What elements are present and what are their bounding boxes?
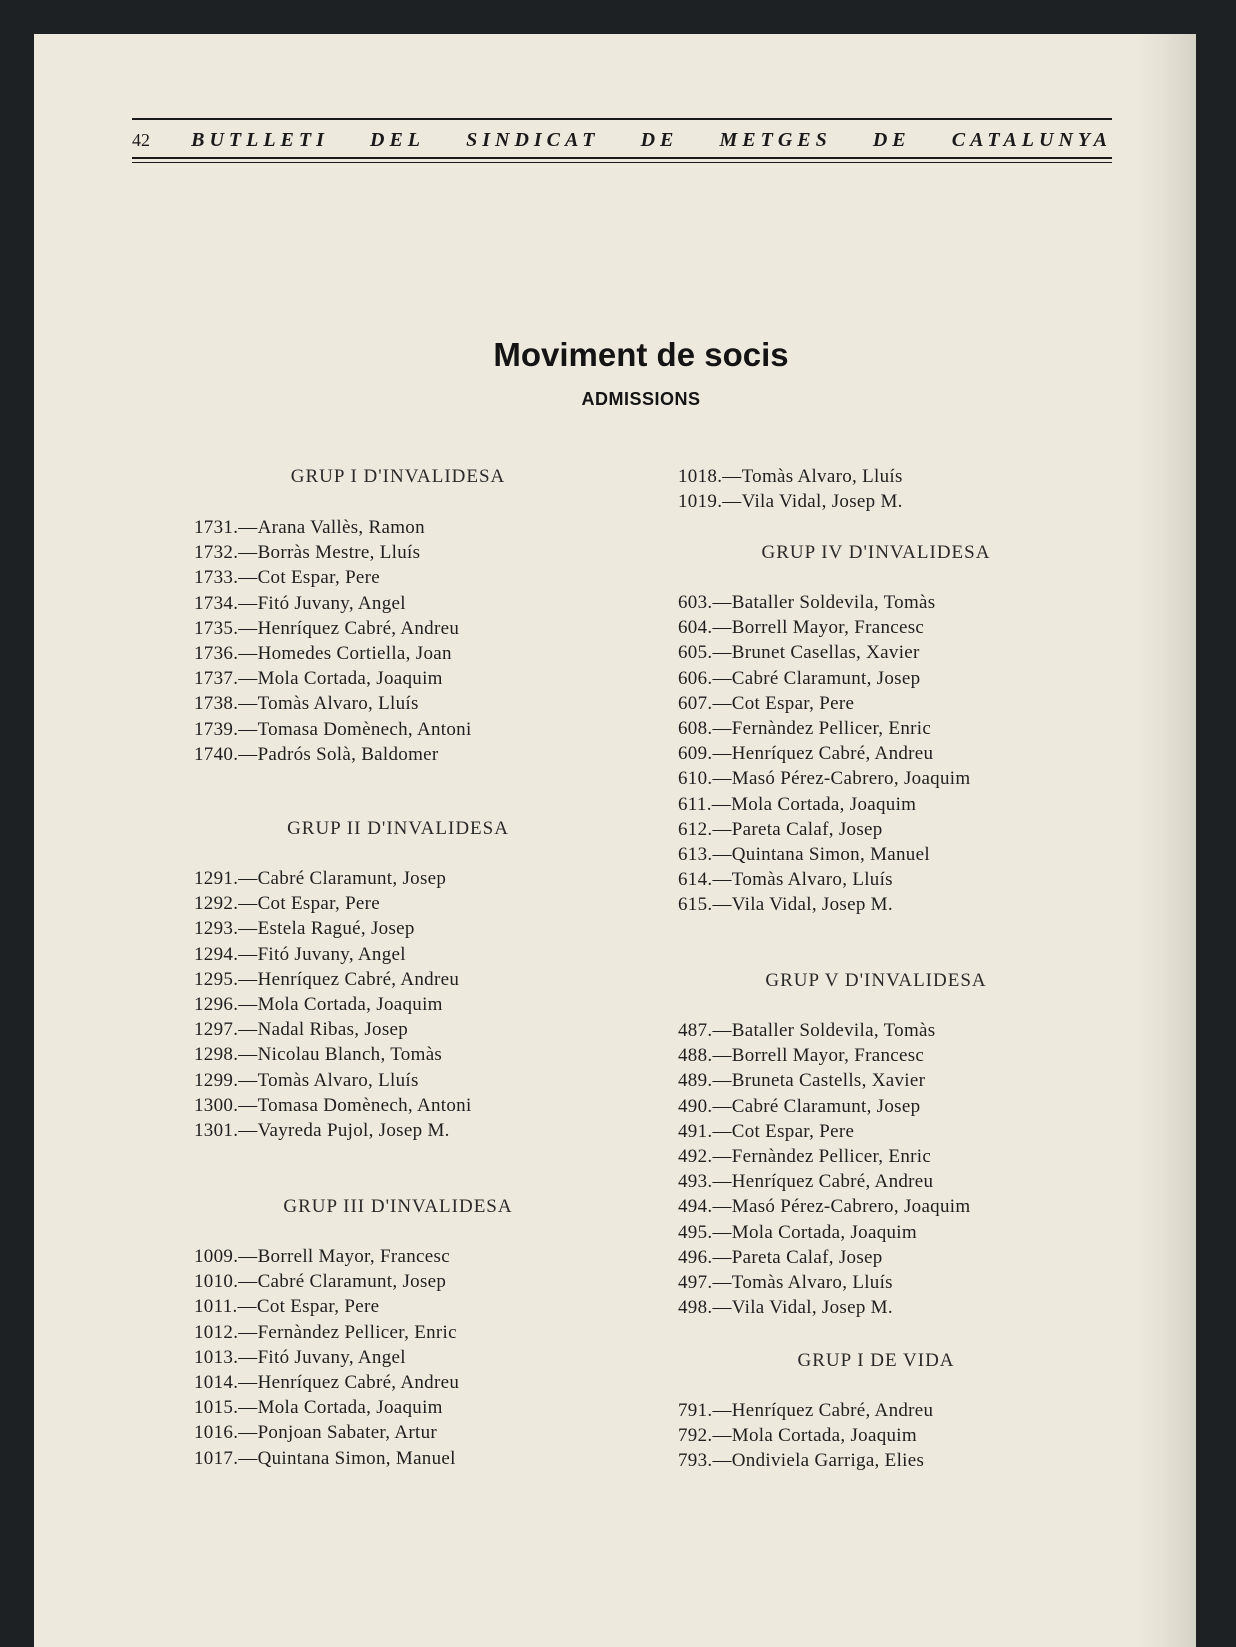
entry-separator: .— bbox=[233, 668, 258, 690]
member-name: Fitó Juvany, Angel bbox=[257, 592, 406, 614]
member-number: 1016 bbox=[194, 1422, 234, 1444]
member-entry bbox=[194, 1322, 457, 1344]
member-entry bbox=[678, 1070, 925, 1092]
running-title-word: DEL bbox=[370, 128, 425, 151]
member-number: 1296 bbox=[194, 994, 234, 1015]
member-name: Masó Pérez-Cabrero, Joaquim bbox=[731, 768, 971, 790]
entry-separator: .— bbox=[707, 894, 732, 916]
group-heading: GRUP I DE VIDA bbox=[797, 1350, 955, 1371]
running-title-word: DE bbox=[640, 128, 679, 151]
member-entry bbox=[678, 894, 893, 916]
entry-separator: .— bbox=[707, 1095, 732, 1117]
member-number: 612 bbox=[678, 818, 708, 840]
entry-separator: .— bbox=[233, 1019, 258, 1041]
member-name: Borrell Mayor, Francesc bbox=[257, 1246, 450, 1267]
member-number: 1739 bbox=[194, 718, 234, 740]
entry-separator: .— bbox=[233, 1447, 258, 1469]
member-name: Mola Cortada, Joaquim bbox=[257, 668, 443, 690]
member-name: Cabré Claramunt, Josep bbox=[731, 667, 921, 689]
member-entry bbox=[194, 1372, 459, 1394]
header-rule-bottom bbox=[132, 157, 1112, 159]
entry-separator: .— bbox=[233, 718, 258, 740]
member-entry bbox=[194, 567, 380, 589]
member-name: Bataller Soldevila, Tomàs bbox=[731, 1020, 936, 1041]
member-number: 609 bbox=[678, 743, 708, 765]
member-entry bbox=[194, 719, 472, 741]
member-name: Mola Cortada, Joaquim bbox=[257, 1397, 443, 1419]
member-entry bbox=[678, 869, 893, 891]
entry-separator: .— bbox=[233, 1094, 258, 1116]
member-number: 1017 bbox=[194, 1447, 234, 1469]
running-title-word: DE bbox=[872, 128, 911, 151]
member-number: 606 bbox=[678, 667, 708, 689]
member-name: Fernàndez Pellicer, Enric bbox=[731, 1146, 932, 1167]
member-name: Henríquez Cabré, Andreu bbox=[257, 617, 460, 639]
member-entry bbox=[194, 1095, 472, 1117]
member-name: Tomàs Alvaro, Lluís bbox=[257, 693, 419, 715]
member-number: 604 bbox=[678, 617, 708, 639]
member-name: Tomàs Alvaro, Lluís bbox=[731, 869, 893, 891]
member-number: 1300 bbox=[194, 1094, 234, 1116]
member-number: 1292 bbox=[194, 893, 234, 915]
group-heading: GRUP II D'INVALIDESA bbox=[287, 818, 509, 839]
member-entry bbox=[678, 743, 933, 765]
member-name: Bruneta Castells, Xavier bbox=[731, 1070, 926, 1092]
member-entry bbox=[194, 668, 443, 690]
entry-separator: .— bbox=[233, 968, 258, 990]
member-name: Borrell Mayor, Francesc bbox=[731, 617, 925, 639]
member-name: Fernàndez Pellicer, Enric bbox=[731, 718, 932, 739]
member-number: 489 bbox=[678, 1070, 708, 1092]
member-name: Henríquez Cabré, Andreu bbox=[731, 1171, 934, 1193]
entry-separator: .— bbox=[233, 1321, 258, 1343]
member-number: 1733 bbox=[194, 567, 234, 589]
member-number: 1299 bbox=[194, 1069, 234, 1091]
member-entry bbox=[194, 542, 420, 564]
member-name: Tomasa Domènech, Antoni bbox=[257, 1094, 472, 1116]
entry-separator: .— bbox=[707, 1272, 732, 1293]
member-entry bbox=[194, 994, 443, 1016]
member-number: 1737 bbox=[194, 668, 234, 690]
entry-separator: .— bbox=[707, 1450, 732, 1472]
member-number: 491 bbox=[678, 1120, 708, 1142]
member-number: 490 bbox=[678, 1095, 708, 1117]
member-number: 1301 bbox=[194, 1120, 234, 1141]
member-entry bbox=[194, 893, 380, 915]
member-entry bbox=[678, 642, 920, 664]
group-heading: GRUP IV D'INVALIDESA bbox=[761, 542, 991, 563]
member-name: Tomàs Alvaro, Lluís bbox=[731, 1272, 893, 1293]
entry-separator: .— bbox=[707, 768, 732, 790]
member-entry bbox=[678, 1121, 854, 1143]
member-number: 1015 bbox=[194, 1397, 234, 1419]
member-name: Henríquez Cabré, Andreu bbox=[731, 743, 934, 765]
member-name: Homedes Cortiella, Joan bbox=[257, 643, 452, 664]
member-entry bbox=[678, 1450, 924, 1472]
member-number: 487 bbox=[678, 1020, 708, 1041]
member-name: Mola Cortada, Joaquim bbox=[731, 793, 917, 815]
member-number: 610 bbox=[678, 768, 708, 790]
entry-separator: .— bbox=[707, 1297, 732, 1319]
member-name: Ondiviela Garriga, Elies bbox=[731, 1450, 925, 1472]
member-entry bbox=[678, 491, 903, 513]
group-heading: GRUP I D'INVALIDESA bbox=[290, 466, 506, 487]
member-entry bbox=[678, 617, 924, 639]
entry-separator: .— bbox=[707, 1045, 732, 1067]
member-entry bbox=[194, 868, 446, 890]
entry-separator: .— bbox=[233, 1346, 258, 1368]
member-number: 1011 bbox=[194, 1296, 233, 1318]
member-number: 488 bbox=[678, 1045, 708, 1067]
member-number: 793 bbox=[678, 1450, 708, 1472]
member-entry bbox=[678, 1045, 924, 1067]
member-name: Henríquez Cabré, Andreu bbox=[257, 968, 460, 990]
member-name: Fitó Juvany, Angel bbox=[257, 1346, 406, 1368]
member-number: 497 bbox=[678, 1272, 708, 1293]
member-name: Nadal Ribas, Josep bbox=[257, 1019, 409, 1041]
member-entry bbox=[194, 969, 459, 991]
member-entry bbox=[194, 1019, 408, 1041]
entry-separator: .— bbox=[707, 818, 732, 840]
entry-separator: .— bbox=[233, 567, 258, 589]
member-entry bbox=[678, 819, 883, 841]
running-title-word: CATALUNYA bbox=[951, 128, 1112, 151]
member-number: 1295 bbox=[194, 968, 234, 990]
running-title-word: SINDICAT bbox=[466, 128, 600, 151]
entry-separator: .— bbox=[233, 868, 258, 889]
member-name: Henríquez Cabré, Andreu bbox=[731, 1400, 934, 1421]
member-entry bbox=[194, 593, 406, 615]
member-name: Bataller Soldevila, Tomàs bbox=[731, 592, 936, 613]
member-name: Cabré Claramunt, Josep bbox=[731, 1095, 921, 1117]
entry-separator: .— bbox=[233, 743, 258, 765]
group-heading: GRUP III D'INVALIDESA bbox=[283, 1196, 513, 1217]
member-entry bbox=[194, 1246, 450, 1268]
member-name: Cot Espar, Pere bbox=[257, 567, 381, 589]
member-entry bbox=[678, 1425, 917, 1447]
entry-separator: .— bbox=[707, 1221, 732, 1243]
entry-separator: .— bbox=[706, 793, 732, 815]
member-entry bbox=[194, 918, 415, 940]
member-number: 603 bbox=[678, 592, 708, 613]
member-name: Vayreda Pujol, Josep M. bbox=[257, 1120, 450, 1141]
member-name: Cot Espar, Pere bbox=[257, 893, 381, 915]
running-header bbox=[132, 126, 1112, 154]
header-rule-top bbox=[132, 118, 1112, 120]
member-entry bbox=[678, 1400, 933, 1422]
member-entry bbox=[678, 1171, 933, 1193]
page-number: 42 bbox=[132, 129, 150, 150]
member-name: Fitó Juvany, Angel bbox=[257, 943, 406, 965]
member-number: 1734 bbox=[194, 592, 234, 614]
member-number: 1018 bbox=[678, 466, 718, 487]
member-name: Tomàs Alvaro, Lluís bbox=[741, 466, 903, 487]
member-entry bbox=[678, 1247, 883, 1269]
member-number: 1735 bbox=[194, 617, 234, 639]
member-name: Mola Cortada, Joaquim bbox=[257, 994, 443, 1015]
member-name: Cot Espar, Pere bbox=[256, 1296, 380, 1318]
entry-separator: .— bbox=[717, 466, 742, 487]
entry-separator: .— bbox=[707, 1425, 732, 1447]
member-number: 1732 bbox=[194, 542, 234, 564]
entry-separator: .— bbox=[707, 1146, 732, 1167]
member-name: Arana Vallès, Ramon bbox=[257, 517, 425, 538]
member-name: Vila Vidal, Josep M. bbox=[731, 894, 893, 916]
member-number: 496 bbox=[678, 1246, 708, 1268]
member-number: 1010 bbox=[194, 1271, 234, 1293]
member-entry bbox=[194, 1070, 419, 1092]
member-name: Fernàndez Pellicer, Enric bbox=[257, 1321, 457, 1343]
member-entry bbox=[678, 1272, 893, 1294]
member-number: 791 bbox=[678, 1400, 708, 1421]
member-name: Quintana Simon, Manuel bbox=[257, 1447, 456, 1469]
entry-separator: .— bbox=[707, 617, 732, 639]
member-entry bbox=[194, 1044, 442, 1066]
member-entry bbox=[194, 1120, 450, 1142]
member-name: Borràs Mestre, Lluís bbox=[257, 542, 421, 564]
entry-separator: .— bbox=[233, 1120, 258, 1141]
member-name: Nicolau Blanch, Tomàs bbox=[257, 1044, 443, 1066]
entry-separator: .— bbox=[232, 1296, 257, 1318]
entry-separator: .— bbox=[707, 1400, 732, 1421]
member-entry bbox=[194, 1347, 406, 1369]
member-entry bbox=[678, 718, 931, 740]
member-number: 611 bbox=[678, 793, 707, 815]
entry-separator: .— bbox=[707, 869, 732, 891]
member-entry bbox=[678, 794, 916, 816]
member-number: 1740 bbox=[194, 743, 234, 765]
member-name: Borrell Mayor, Francesc bbox=[731, 1045, 925, 1067]
entry-separator: .— bbox=[233, 1044, 258, 1066]
member-entry bbox=[194, 618, 459, 640]
member-entry bbox=[194, 517, 425, 539]
member-entry bbox=[678, 693, 854, 715]
entry-separator: .— bbox=[233, 893, 258, 915]
member-entry bbox=[678, 668, 920, 690]
page-shadow bbox=[1136, 34, 1196, 1647]
entry-separator: .— bbox=[707, 1070, 732, 1092]
member-entry bbox=[194, 1422, 437, 1444]
member-name: Vila Vidal, Josep M. bbox=[731, 1297, 893, 1319]
member-number: 492 bbox=[678, 1146, 708, 1167]
member-name: Padrós Solà, Baldomer bbox=[257, 743, 439, 765]
entry-separator: .— bbox=[707, 1020, 732, 1041]
member-number: 1014 bbox=[194, 1372, 234, 1393]
member-entry bbox=[678, 1096, 920, 1118]
entry-separator: .— bbox=[233, 1397, 258, 1419]
entry-separator: .— bbox=[233, 517, 258, 538]
entry-separator: .— bbox=[233, 1069, 258, 1091]
entry-separator: .— bbox=[233, 617, 258, 639]
group-heading: GRUP V D'INVALIDESA bbox=[765, 970, 987, 991]
entry-separator: .— bbox=[233, 1422, 258, 1444]
member-number: 1731 bbox=[194, 517, 234, 538]
entry-separator: .— bbox=[707, 692, 732, 714]
member-entry bbox=[194, 744, 439, 766]
member-number: 1009 bbox=[194, 1246, 234, 1267]
entry-separator: .— bbox=[707, 743, 732, 765]
member-number: 1019 bbox=[678, 491, 718, 513]
member-number: 1291 bbox=[194, 868, 234, 889]
member-number: 608 bbox=[678, 718, 708, 739]
member-number: 1736 bbox=[194, 643, 234, 664]
entry-separator: .— bbox=[707, 718, 732, 739]
member-entry bbox=[678, 1196, 970, 1218]
page-title: Moviment de socis bbox=[493, 336, 789, 373]
member-entry bbox=[194, 1296, 379, 1318]
member-name: Masó Pérez-Cabrero, Joaquim bbox=[731, 1196, 971, 1218]
member-number: 1298 bbox=[194, 1044, 234, 1066]
member-number: 1012 bbox=[194, 1321, 234, 1343]
member-entry bbox=[194, 1448, 456, 1470]
member-entry bbox=[194, 643, 452, 665]
member-name: Cabré Claramunt, Josep bbox=[257, 868, 447, 889]
member-name: Tomàs Alvaro, Lluís bbox=[257, 1069, 419, 1091]
member-number: 605 bbox=[678, 642, 708, 664]
member-entry bbox=[678, 1020, 935, 1042]
member-entry bbox=[678, 1222, 917, 1244]
member-number: 498 bbox=[678, 1297, 708, 1319]
entry-separator: .— bbox=[707, 642, 732, 664]
member-entry bbox=[194, 693, 419, 715]
member-number: 495 bbox=[678, 1221, 708, 1243]
entry-separator: .— bbox=[233, 1372, 258, 1393]
member-name: Vila Vidal, Josep M. bbox=[741, 491, 903, 513]
running-title-word: METGES bbox=[719, 128, 832, 151]
entry-separator: .— bbox=[233, 1246, 258, 1267]
member-number: 1294 bbox=[194, 943, 234, 965]
header-rule-bottom-thin bbox=[132, 162, 1112, 163]
entry-separator: .— bbox=[707, 1196, 732, 1218]
entry-separator: .— bbox=[707, 592, 732, 613]
entry-separator: .— bbox=[717, 491, 742, 513]
member-name: Henríquez Cabré, Andreu bbox=[257, 1372, 460, 1393]
member-entry bbox=[194, 1397, 443, 1419]
member-number: 607 bbox=[678, 692, 708, 714]
entry-separator: .— bbox=[233, 643, 258, 664]
entry-separator: .— bbox=[707, 1120, 732, 1142]
entry-separator: .— bbox=[233, 592, 258, 614]
member-name: Mola Cortada, Joaquim bbox=[731, 1221, 917, 1243]
member-name: Ponjoan Sabater, Artur bbox=[257, 1422, 438, 1444]
running-title-word: BUTLLETI bbox=[191, 128, 329, 151]
member-number: 1013 bbox=[194, 1346, 234, 1368]
member-entry bbox=[678, 844, 930, 866]
member-name: Mola Cortada, Joaquim bbox=[731, 1425, 917, 1447]
member-name: Cot Espar, Pere bbox=[731, 1120, 855, 1142]
member-number: 615 bbox=[678, 894, 708, 916]
member-number: 1297 bbox=[194, 1019, 234, 1041]
member-entry bbox=[194, 1271, 446, 1293]
member-name: Cabré Claramunt, Josep bbox=[257, 1271, 447, 1293]
member-number: 493 bbox=[678, 1171, 708, 1193]
member-name: Pareta Calaf, Josep bbox=[731, 818, 883, 840]
member-number: 614 bbox=[678, 869, 708, 891]
entry-separator: .— bbox=[707, 667, 732, 689]
member-entry bbox=[194, 944, 406, 966]
member-entry bbox=[678, 592, 935, 614]
member-number: 1293 bbox=[194, 918, 234, 940]
entry-separator: .— bbox=[233, 542, 258, 564]
member-entry bbox=[678, 466, 903, 488]
member-name: Tomasa Domènech, Antoni bbox=[257, 718, 472, 740]
member-name: Quintana Simon, Manuel bbox=[731, 844, 930, 865]
member-number: 1738 bbox=[194, 693, 234, 715]
entry-separator: .— bbox=[707, 1171, 732, 1193]
page-subtitle: ADMISSIONS bbox=[581, 389, 701, 409]
entry-separator: .— bbox=[233, 693, 258, 715]
member-name: Pareta Calaf, Josep bbox=[731, 1246, 883, 1268]
member-entry bbox=[678, 768, 970, 790]
member-name: Cot Espar, Pere bbox=[731, 692, 855, 714]
member-number: 494 bbox=[678, 1196, 708, 1218]
entry-separator: .— bbox=[233, 943, 258, 965]
member-name: Brunet Casellas, Xavier bbox=[731, 642, 920, 664]
member-entry bbox=[678, 1146, 931, 1168]
entry-separator: .— bbox=[707, 1246, 732, 1268]
entry-separator: .— bbox=[707, 844, 732, 865]
member-name: Estela Ragué, Josep bbox=[257, 918, 415, 940]
entry-separator: .— bbox=[233, 918, 258, 940]
member-entry bbox=[678, 1297, 893, 1319]
entry-separator: .— bbox=[233, 1271, 258, 1293]
member-number: 613 bbox=[678, 844, 708, 865]
entry-separator: .— bbox=[233, 994, 258, 1015]
member-number: 792 bbox=[678, 1425, 708, 1447]
